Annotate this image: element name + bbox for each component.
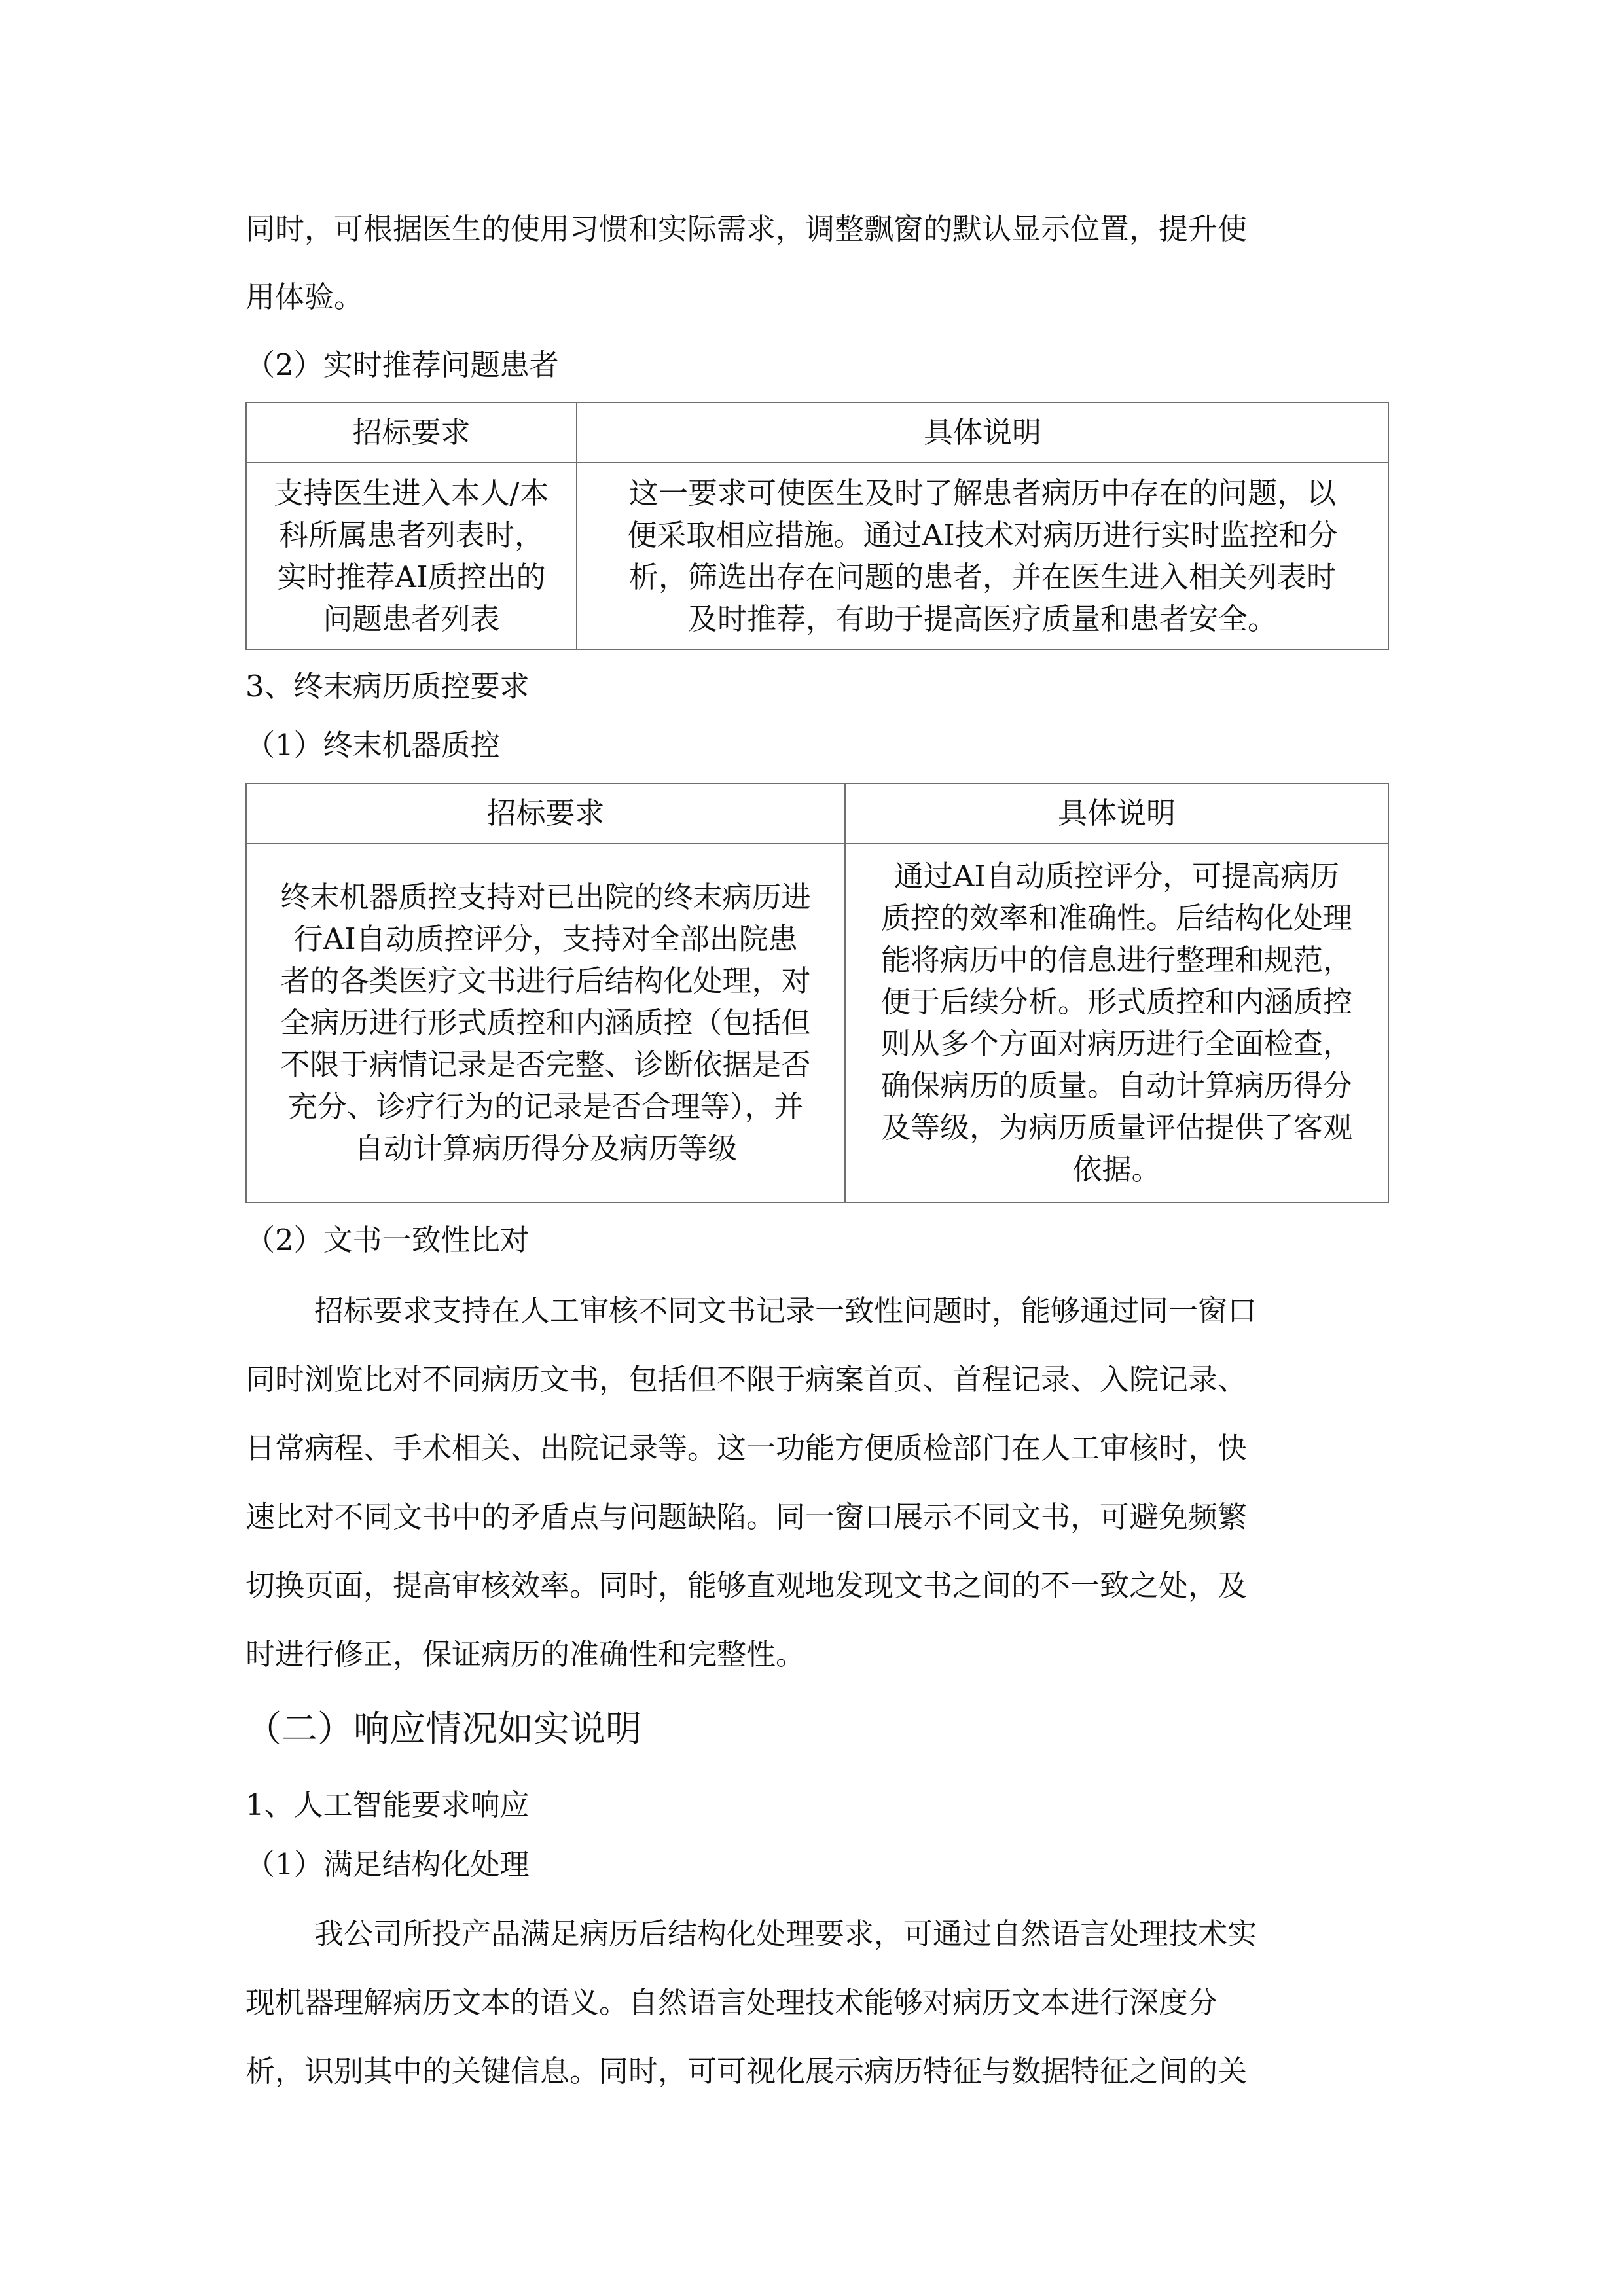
section-title-realtime-recommend: （2）实时推荐问题患者	[245, 348, 559, 382]
paragraph-line: 招标要求支持在人工审核不同文书记录一致性问题时，能够通过同一窗口	[314, 1293, 1257, 1328]
cell-line: 确保病历的质量。自动计算病历得分	[880, 1068, 1352, 1103]
paragraph-line: 日常病程、手术相关、出院记录等。这一功能方便质检部门在人工审核时，快	[245, 1431, 1248, 1465]
table-header-row	[246, 783, 1388, 844]
cell-line: 析，筛选出存在问题的患者，并在医生进入相关列表时	[628, 559, 1336, 594]
table-realtime-recommend	[245, 402, 1389, 650]
cell-line: 便于后续分析。形式质控和内涵质控	[880, 984, 1352, 1019]
cell-line: 依据。	[1072, 1152, 1161, 1187]
cell-line: 自动计算病历得分及病历等级	[353, 1131, 737, 1166]
cell-line: 通过AI自动质控评分，可提高病历	[893, 859, 1340, 893]
paragraph-line: 同时浏览比对不同病历文书，包括但不限于病案首页、首程记录、入院记录、	[245, 1362, 1248, 1397]
table-row	[246, 844, 1388, 1202]
section-title-terminal-qc: 3、终末病历质控要求	[245, 669, 530, 704]
section-title-ai-response: 1、人工智能要求响应	[245, 1787, 530, 1822]
cell-line: 支持医生进入本人/本	[274, 475, 549, 511]
paragraph-line: 析，识别其中的关键信息。同时，可可视化展示病历特征与数据特征之间的关	[245, 2054, 1248, 2089]
cell-line: 便采取相应措施。通过AI技术对病历进行实时监控和分	[627, 517, 1338, 552]
cell-line: 这一要求可使医生及时了解患者病历中存在的问题，以	[628, 475, 1336, 511]
table-header-row	[246, 403, 1388, 463]
paragraph-line: 切换页面，提高审核效率。同时，能够直观地发现文书之间的不一致之处，及	[245, 1568, 1248, 1603]
paragraph-line: 现机器理解病历文本的语义。自然语言处理技术能够对病历文本进行深度分	[245, 1985, 1218, 2020]
table-cell-requirement	[246, 463, 577, 649]
table-cell-description	[577, 463, 1388, 649]
cell-line: 充分、诊疗行为的记录是否合理等），并	[287, 1089, 804, 1124]
cell-line: 全病历进行形式质控和内涵质控（包括但	[280, 1005, 811, 1040]
cell-line: 科所属患者列表时，	[278, 517, 544, 552]
intro-line-2: 用体验。	[245, 279, 364, 314]
table-terminal-machine-qc	[245, 783, 1389, 1203]
section-title-document-consistency: （2）文书一致性比对	[245, 1223, 530, 1257]
section-heading-response: （二）响应情况如实说明	[245, 1708, 642, 1749]
cell-line: 能将病历中的信息进行整理和规范，	[880, 942, 1352, 977]
cell-line: 行AI自动质控评分，支持对全部出院患	[293, 922, 798, 956]
cell-line: 及等级，为病历质量评估提供了客观	[880, 1110, 1352, 1145]
table-cell-requirement	[246, 844, 845, 1202]
table-header-cell: 具体说明	[577, 403, 1388, 463]
cell-line: 问题患者列表	[323, 601, 500, 636]
table-header-cell: 招标要求	[246, 403, 577, 463]
table-cell-description	[845, 844, 1388, 1202]
cell-line: 实时推荐AI质控出的	[277, 559, 546, 594]
table-row	[246, 463, 1388, 649]
paragraph-line: 时进行修正，保证病历的准确性和完整性。	[245, 1637, 806, 1672]
intro-line-1: 同时，可根据医生的使用习惯和实际需求，调整飘窗的默认显示位置，提升使	[245, 211, 1248, 246]
paragraph-line: 速比对不同文书中的矛盾点与问题缺陷。同一窗口展示不同文书，可避免频繁	[245, 1499, 1248, 1534]
cell-line: 及时推荐，有助于提高医疗质量和患者安全。	[687, 601, 1277, 636]
section-title-structured-processing: （1）满足结构化处理	[245, 1847, 530, 1882]
cell-line: 者的各类医疗文书进行后结构化处理，对	[280, 963, 811, 998]
paragraph-line: 我公司所投产品满足病历后结构化处理要求，可通过自然语言处理技术实	[314, 1916, 1257, 1951]
cell-line: 终末机器质控支持对已出院的终末病历进	[280, 880, 811, 914]
cell-line: 质控的效率和准确性。后结构化处理	[880, 901, 1352, 935]
table-header-cell: 具体说明	[845, 783, 1388, 844]
table-header-cell: 招标要求	[246, 783, 845, 844]
cell-line: 则从多个方面对病历进行全面检查，	[880, 1026, 1352, 1061]
cell-line: 不限于病情记录是否完整、诊断依据是否	[280, 1047, 811, 1082]
section-title-terminal-machine-qc: （1）终末机器质控	[245, 728, 500, 762]
